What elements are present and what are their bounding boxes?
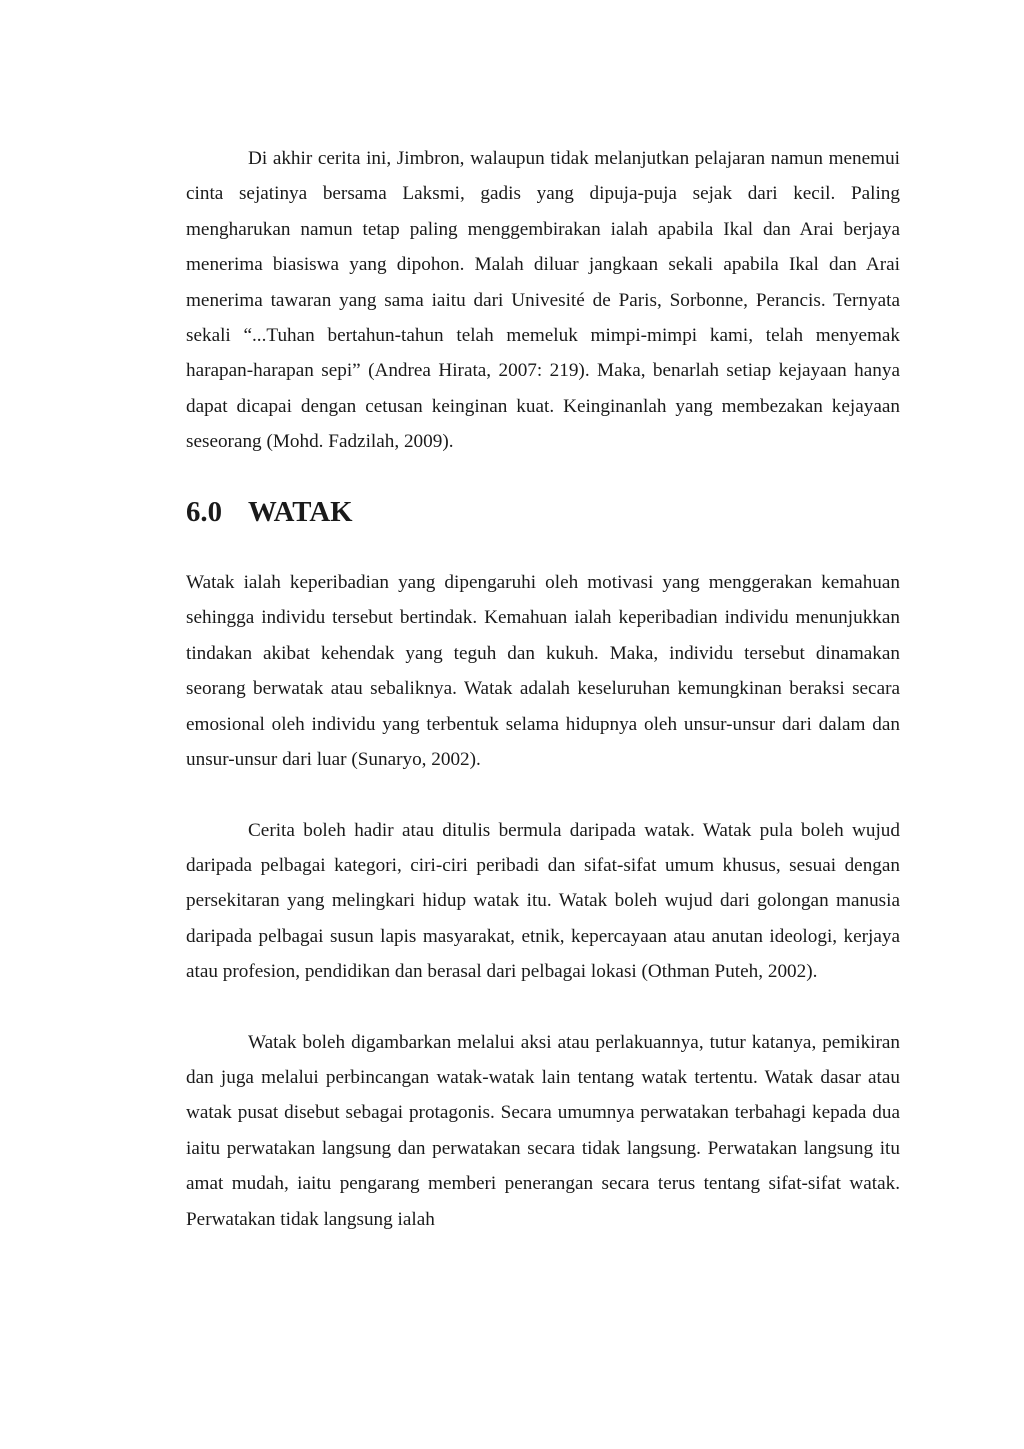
paragraph-watak-definition: Watak ialah keperibadian yang dipengaruhi oleh motivasi yang menggerakan kemahuan sehingga individu tersebut bertindak. Kemahuan ialah keperibadian individu menunjukkan tindakan akibat kehendak yang teguh dan kukuh. Maka, individu tersebut dinamakan seorang berwatak atau sebaliknya. Watak adalah keseluruhan kemungkinan beraksi secara emosional oleh individu yang terbentuk selama hidupnya oleh unsur-unsur dari dalam dan unsur-unsur dari luar (Sunaryo, 2002).	[186, 572, 900, 771]
section-title: WATAK	[248, 495, 353, 528]
paragraph-ending-summary: Di akhir cerita ini, Jimbron, walaupun tidak melanjutkan pelajaran namun menemui cinta sejatinya bersama Laksmi, gadis yang dipuja-puja sejak dari kecil. Paling mengharukan namun tetap paling menggembirakan ialah apabila Ikal dan Arai berjaya menerima biasiswa yang dipohon. Malah diluar jangkaan sekali apabila Ikal dan Arai menerima tawaran yang sama iaitu dari Univesité de Paris, Sorbonne, Perancis. Ternyata sekali “...Tuhan bertahun-tahun telah memeluk mimpi-mimpi kami, telah menyemak harapan-harapan sepi” (Andrea Hirata, 2007: 219). Maka, benarlah setiap kejayaan hanya dapat dicapai dengan cetusan keinginan kuat. Keinginanlah yang membezakan kejayaan seseorang (Mohd. Fadzilah, 2009).	[186, 148, 900, 453]
paragraph-spacer	[186, 530, 900, 565]
paragraph-watak-portrayal: Watak boleh digambarkan melalui aksi atau perlakuannya, tutur katanya, pemikiran dan juga melalui perbincangan watak-watak lain tentang watak tertentu. Watak dasar atau watak pusat disebut sebagai protagonis. Secara umumnya perwatakan terbahagi kepada dua iaitu perwatakan langsung dan perwatakan secara tidak langsung. Perwatakan langsung itu amat mudah, iaitu pengarang memberi penerangan secara terus tentang sifat-sifat watak. Perwatakan tidak langsung ialah	[186, 1031, 900, 1230]
paragraph-spacer	[186, 778, 900, 813]
document-body	[186, 141, 900, 1237]
paragraph-watak-origin: Cerita boleh hadir atau ditulis bermula daripada watak. Watak pula boleh wujud daripada pelbagai kategori, ciri-ciri peribadi dan sifat-sifat umum khusus, sesuai dengan persekitaran yang melingkari hidup watak itu. Watak boleh wujud dari golongan manusia daripada pelbagai susun lapis masyarakat, etnik, kepercayaan atau anutan ideologi, kerjaya atau profesion, pendidikan dan berasal dari pelbagai lokasi (Othman Puteh, 2002).	[186, 819, 900, 983]
paragraph-spacer	[186, 460, 900, 495]
paragraph-spacer	[186, 990, 900, 1025]
section-heading	[186, 495, 900, 530]
section-number: 6.0	[186, 495, 222, 528]
